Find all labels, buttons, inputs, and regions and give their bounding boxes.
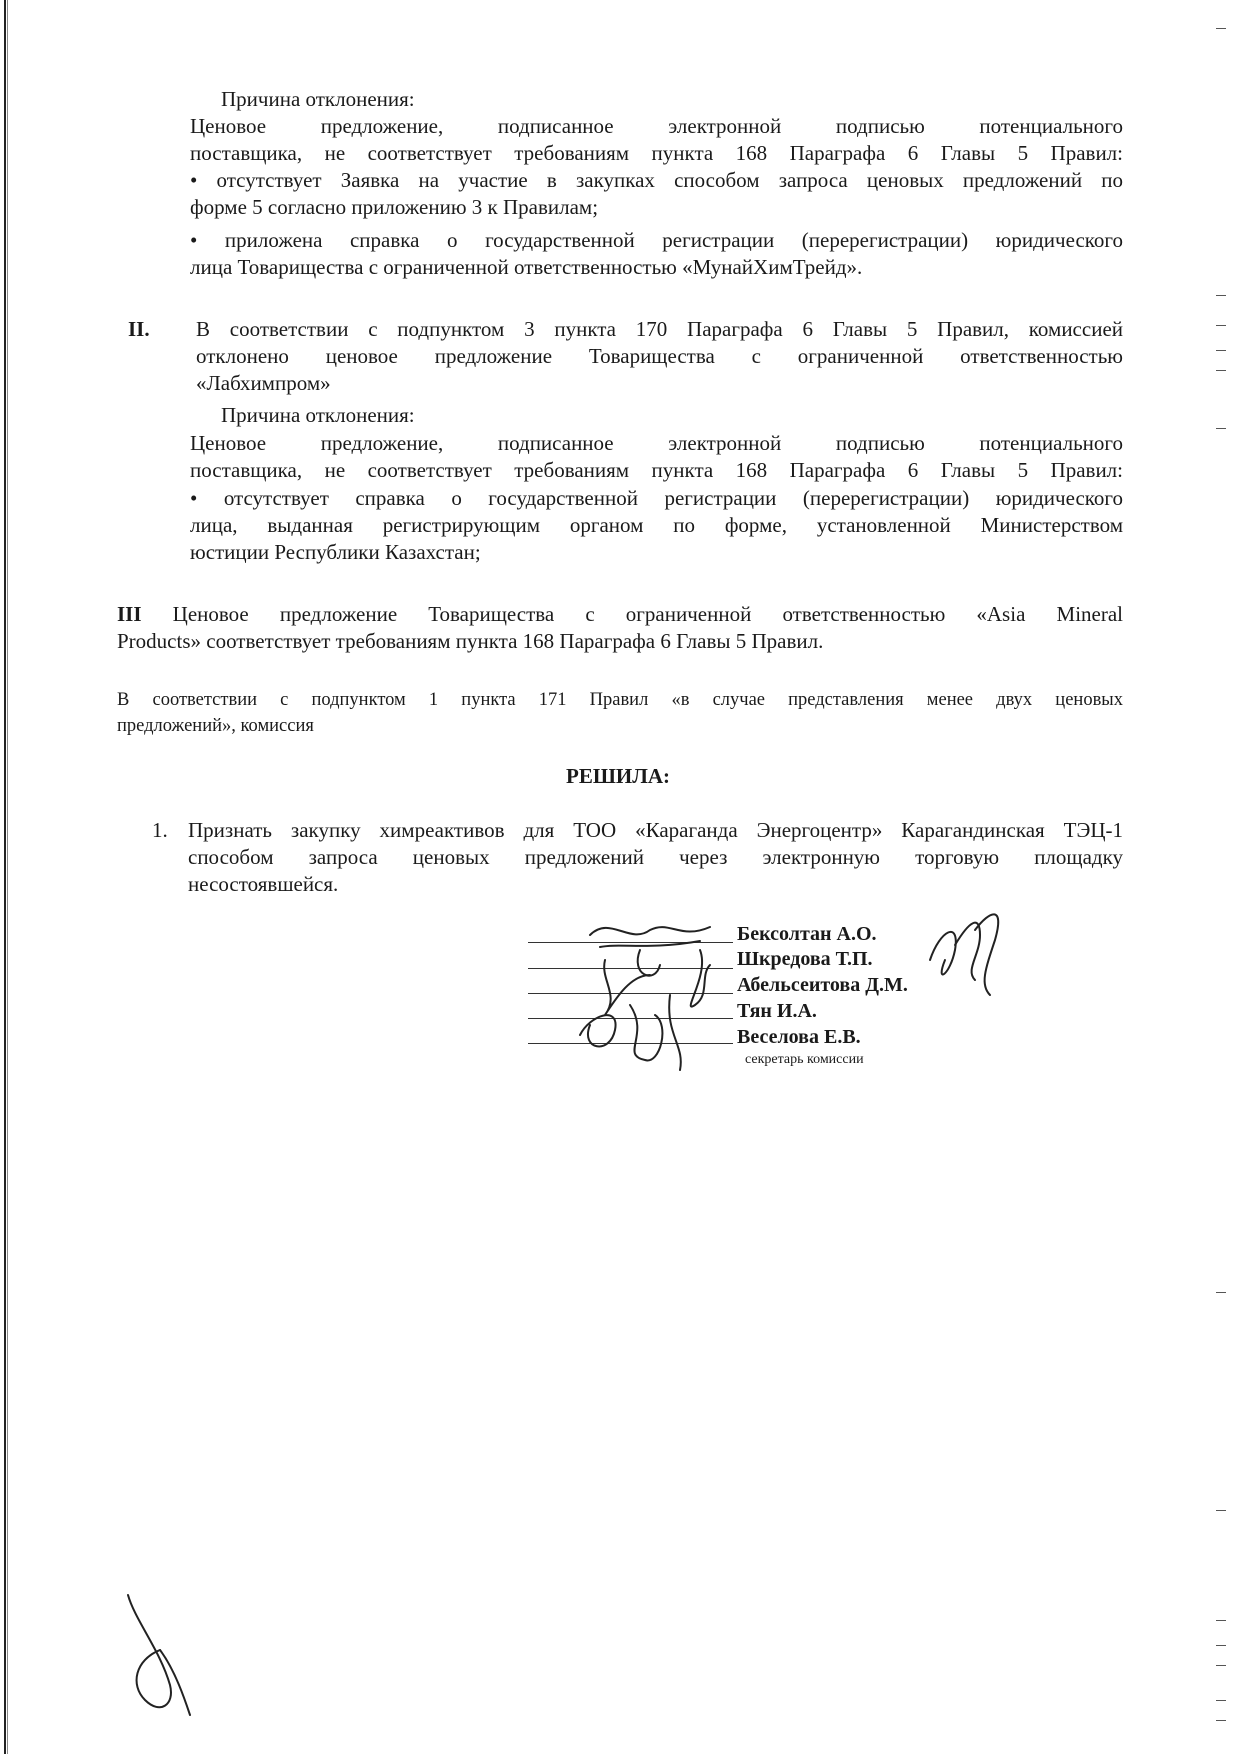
margin-mark bbox=[1216, 325, 1226, 326]
section-2-number: II. bbox=[128, 317, 150, 341]
section-2-intro-line-3: «Лабхимпром» bbox=[196, 371, 331, 395]
margin-mark bbox=[1216, 295, 1226, 296]
decision-item-line-3: несостоявшейся. bbox=[188, 872, 339, 896]
scan-edge bbox=[4, 0, 6, 1754]
reason-bullet-3-line-3: юстиции Республики Казахстан; bbox=[190, 540, 481, 564]
decision-item-line-2: способом запроса ценовых предложений через электронную торговую площадку bbox=[188, 845, 1123, 869]
reason-bullet-1-line-1: • отсутствует Заявка на участие в закупках способом запроса ценовых предложений по bbox=[190, 168, 1123, 192]
signatory-3: Абельсеитова Д.М. bbox=[737, 974, 908, 996]
margin-mark bbox=[1216, 1620, 1226, 1621]
margin-mark bbox=[1216, 1645, 1226, 1646]
margin-mark bbox=[1216, 1700, 1226, 1701]
reason-bullet-2-line-2: лица Товарищества с ограниченной ответственностью «МунайХимТрейд». bbox=[190, 255, 863, 279]
basis-line-2: предложений», комиссия bbox=[117, 716, 314, 736]
basis-line-1: В соответствии с подпунктом 1 пункта 171 Правил «в случае представления менее двух ценовых bbox=[117, 690, 1123, 710]
margin-mark bbox=[1216, 1292, 1226, 1293]
margin-mark bbox=[1216, 350, 1226, 351]
margin-mark bbox=[1216, 1665, 1226, 1666]
reason-paragraph-1-line-1: Ценовое предложение, подписанное электронной подписью потенциального bbox=[190, 114, 1123, 138]
margin-mark bbox=[1216, 28, 1226, 29]
reason-paragraph-2-line-1: Ценовое предложение, подписанное электронной подписью потенциального bbox=[190, 431, 1123, 455]
margin-mark bbox=[1216, 1720, 1226, 1721]
reason-paragraph-2-line-2: поставщика, не соответствует требованиям пункта 168 Параграфа 6 Главы 5 Правил: bbox=[190, 458, 1123, 482]
signatory-5: Веселова Е.В. bbox=[737, 1026, 861, 1048]
signatory-1: Бексолтан А.О. bbox=[737, 923, 877, 945]
section-2-intro-line-1: В соответствии с подпунктом 3 пункта 170 Параграфа 6 Главы 5 Правил, комиссией bbox=[196, 317, 1123, 341]
section-3-line-1 bbox=[117, 601, 1123, 628]
section-3-number: III bbox=[117, 602, 142, 626]
reason-paragraph-1-line-2: поставщика, не соответствует требованиям пункта 168 Параграфа 6 Главы 5 Правил: bbox=[190, 141, 1123, 165]
handwritten-signatures-icon bbox=[560, 905, 760, 1075]
initials-mark-icon bbox=[120, 1590, 200, 1720]
decision-item-line-1: Признать закупку химреактивов для ТОО «Караганда Энергоцентр» Карагандинская ТЭЦ-1 bbox=[188, 818, 1123, 842]
section-2-intro-line-2: отклонено ценовое предложение Товарищества с ограниченной ответственностью bbox=[196, 344, 1123, 368]
scan-edge-shadow bbox=[7, 0, 8, 1754]
reason-heading-1: Причина отклонения: bbox=[221, 87, 415, 111]
margin-mark bbox=[1216, 370, 1226, 371]
margin-mark bbox=[1216, 1510, 1226, 1511]
chairman-signature-icon bbox=[920, 900, 1010, 1000]
decision-heading: РЕШИЛА: bbox=[566, 764, 671, 788]
reason-bullet-3-line-1: • отсутствует справка о государственной регистрации (перерегистрации) юридического bbox=[190, 486, 1123, 510]
reason-bullet-3-line-2: лица, выданная регистрирующим органом по форме, установленной Министерством bbox=[190, 513, 1123, 537]
signatory-2: Шкредова Т.П. bbox=[737, 948, 873, 970]
reason-heading-2: Причина отклонения: bbox=[221, 403, 415, 427]
decision-item-number: 1. bbox=[152, 818, 168, 842]
reason-bullet-1-line-2: форме 5 согласно приложению 3 к Правилам; bbox=[190, 195, 599, 219]
secretary-role: секретарь комиссии bbox=[745, 1052, 864, 1067]
section-3-line-2: Products» соответствует требованиям пункта 168 Параграфа 6 Главы 5 Правил. bbox=[117, 629, 824, 653]
section-3-text-1: Ценовое предложение Товарищества с ограниченной ответственностью «Asia Mineral bbox=[172, 602, 1124, 626]
margin-mark bbox=[1216, 428, 1226, 429]
reason-bullet-2-line-1: • приложена справка о государственной регистрации (перерегистрации) юридического bbox=[190, 228, 1123, 252]
signatory-4: Тян И.А. bbox=[737, 1000, 817, 1022]
